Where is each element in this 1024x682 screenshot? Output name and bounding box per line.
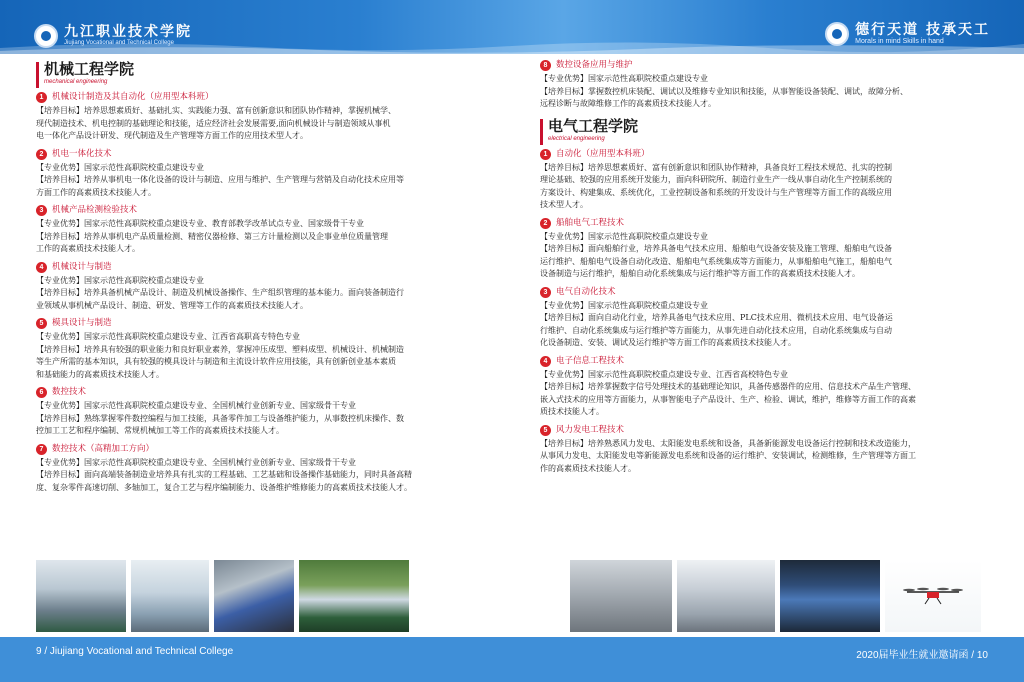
major-number-badge: 1 [36, 92, 47, 103]
major-text-line: 理论基础、较强的应用系统开发能力，面向科研院所、制造行业生产一线从事自动化生产控制系统的 [540, 175, 892, 184]
dept-title-electrical [540, 117, 990, 143]
major-text-line: 远程诊断与故障维修工作的高素质技术技能人才。 [540, 99, 716, 108]
major-name: 数控技术（高精加工方向） [52, 443, 155, 454]
major-name: 自动化（应用型本科班） [556, 148, 650, 159]
major-text-line: 【培养目标】面向高端装备制造业培养具有扎实的工程基础、工艺基础和设备操作基础能力，同时具备高精 [36, 470, 412, 479]
major-text-line: 【专业优势】国家示范性高职院校重点建设专业 [540, 300, 708, 310]
motto-seal-icon [825, 22, 849, 46]
motto-cn: 德行天道 技承天工 [855, 21, 990, 38]
major-number-badge: 3 [540, 287, 551, 298]
major-number-badge: 2 [540, 218, 551, 229]
college-name-en: Jiujiang Vocational and Technical College [64, 40, 174, 46]
major-number-badge: 8 [540, 60, 551, 71]
dept-title-mechanical [36, 60, 486, 86]
drone-icon [903, 586, 963, 606]
major-text-line: 【培养目标】培养思想素质好、基础扎实、实践能力强、富有创新意识和团队协作精神，掌握机械学、 [36, 106, 396, 115]
major-name: 数控技术 [52, 387, 87, 397]
major-text-line: 方面工作的高素质技术技能人才。 [36, 187, 156, 197]
major-number-badge: 7 [36, 444, 47, 455]
major-text-line: 【专业优势】国家示范性高职院校重点建设专业、教育部教学改革试点专业、国家级骨干专业 [36, 219, 364, 228]
major-text-line: 等生产所需的基本知识，具有较强的模具设计与制造和主流设计软件应用技能，具有创新创业基本素质 [36, 357, 396, 366]
major-text-line: 化设备制造、安装、调试及运行维护等方面工作的高素质技术技能人才。 [540, 338, 796, 347]
ship-control-room-photo [780, 560, 880, 632]
dept-name-en: electrical engineering [548, 135, 605, 142]
major-text-line: 现代制造技术、机电控制的基础理论和技能，适应经济社会发展需要,面向机械设计与制造领域从事机 [36, 118, 391, 128]
major-name: 机械设计与制造 [52, 261, 112, 272]
major-name: 电子信息工程技术 [556, 355, 625, 366]
major-item [540, 149, 990, 212]
major-text-line: 【培养目标】培养具有较强的职业能力和良好职业素养，掌握冲压成型、塑料成型、机械设计、机械制造 [36, 344, 404, 354]
major-item [36, 149, 486, 200]
major-text-line: 【培养目标】面向船舶行业，培养具备电气技术应用、船舶电气设备安装及施工管理、船舶电气设备 [540, 244, 892, 253]
workshop-photo [36, 560, 126, 632]
major-name: 电气自动化技术 [556, 286, 616, 297]
major-item [540, 287, 990, 350]
photo-strip-left [36, 560, 409, 632]
major-text-line: 【专业优势】国家示范性高职院校重点建设专业、全国机械行业创新专业、国家级骨干专业 [36, 401, 356, 410]
major-item [540, 425, 990, 476]
major-text-line: 【培养目标】培养具备机械产品设计、制造及机械设备操作、生产组织管理的基本能力。面向装备制造行 [36, 288, 404, 297]
major-text-line: 行维护、自动化系统集成与运行维护等方面能力，从事先进自动化技术应用，自动化系统集成与自动 [540, 325, 892, 335]
major-text-line: 设备制造与运行维护，船舶自动化系统集成与运行维护等方面工作的高素质技术技能人才。 [540, 269, 860, 278]
major-number-badge: 5 [36, 318, 47, 329]
major-item [540, 218, 990, 281]
major-item [36, 444, 486, 495]
college-name-cn: 九江职业技术学院 [64, 24, 192, 40]
major-item [36, 318, 486, 381]
major-text-line: 方案设计、构建集成、系统优化，工业控制设备和系统的开发设计与生产管理等方面工作的高级应用 [540, 187, 892, 197]
major-text-line: 【专业优势】国家示范性高职院校重点建设专业 [36, 162, 204, 172]
major-number-badge: 4 [36, 262, 47, 273]
college-seal-icon [34, 24, 58, 48]
motto-en: Morals in mind Skills in hand [855, 37, 944, 45]
major-text-line: 【专业优势】国家示范性高职院校重点建设专业 [36, 275, 204, 285]
college-logo [34, 24, 192, 48]
major-text-line: 【专业优势】国家示范性高职院校重点建设专业 [540, 231, 708, 241]
major-text-line: 电一体化产品设计研发、现代制造及生产管理等方面工作的应用技术型人才。 [36, 131, 308, 140]
major-text-line: 【专业优势】国家示范性高职院校重点建设专业、江西省高校特色专业 [540, 369, 788, 379]
major-name: 机电一体化技术 [52, 148, 112, 159]
major-item [36, 262, 486, 313]
right-column [540, 60, 990, 481]
major-text-line: 【专业优势】国家示范性高职院校重点建设专业 [540, 74, 708, 83]
major-number-badge: 4 [540, 356, 551, 367]
dept-name-en: mechanical engineering [44, 79, 108, 85]
dept-name-cn: 电气工程学院 [548, 116, 639, 135]
major-name: 数控设备应用与维护 [556, 60, 633, 70]
major-text-line: 嵌入式技术的应用等方面能力，从事智能电子产品设计、生产、检验、调试，维护，维修等方面工作的高素 [540, 394, 916, 404]
major-text-line: 控加工工艺和程序编制、常规机械加工等工作的高素质技术技能人才。 [36, 426, 284, 435]
major-item [36, 387, 486, 438]
major-text-line: 从事风力发电、太阳能发电等新能源发电系统和设备的运行维护、安装调试，检测维修，生产管理等方面工 [540, 451, 916, 460]
dept-name-cn: 机械工程学院 [44, 60, 135, 78]
major-text-line: 【培养目标】熟练掌握零件数控编程与加工技能，具备零件加工与设备维护能力，从事数控机床操作、数 [36, 413, 404, 423]
page-header [0, 0, 1024, 54]
major-text-line: 【专业优势】国家示范性高职院校重点建设专业、江西省高职高专特色专业 [36, 332, 300, 341]
major-text-line: 技术型人才。 [540, 200, 588, 209]
major-text-line: 【培养目标】面向自动化行业，培养具备电气技术应用、PLC技术应用、微机技术应用、电气设备运 [540, 313, 893, 322]
major-name: 船舶电气工程技术 [556, 217, 625, 228]
major-item [36, 205, 486, 256]
major-text-line: 【专业优势】国家示范性高职院校重点建设专业、全国机械行业创新专业、国家级骨干专业 [36, 457, 356, 467]
major-text-line: 工作的高素质技术技能人才。 [36, 244, 140, 253]
major-text-line: 业领域从事机械产品设计、制造、研发、管理等工作的高素质技术技能人才。 [36, 300, 308, 310]
major-number-badge: 1 [540, 149, 551, 160]
robot-arm-photo [214, 560, 294, 632]
major-number-badge: 3 [36, 205, 47, 216]
major-name: 机械设计制造及其自动化（应用型本科班） [52, 92, 214, 102]
major-text-line: 作的高素质技术技能人才。 [540, 463, 636, 473]
college-motto [825, 22, 990, 46]
major-text-line: 【培养目标】培养从事机电一体化设备的设计与制造、应用与维护、生产管理与营销及自动化技术应用等 [36, 175, 404, 184]
major-item [36, 92, 486, 143]
major-text-line: 【培养目标】培养从事机电产品质量检测、精密仪器检修、第三方计量检测以及企事业单位质量管理 [36, 231, 388, 241]
major-item [540, 356, 990, 419]
electrical-lab-photo [570, 560, 672, 632]
drone-photo [885, 560, 981, 632]
page-footer [0, 637, 1024, 682]
major-number-badge: 2 [36, 149, 47, 160]
group-photo [299, 560, 409, 632]
major-text-line: 度、复杂零件高速切削、多轴加工，复合工艺与程序编制能力、设备维护维修能力的高素质技术技能人才。 [36, 482, 412, 492]
major-text-line: 【培养目标】培养掌握数字信号处理技术的基础理论知识，具备传感器件的应用、信息技术产品生产管理、 [540, 382, 916, 391]
automation-equipment-photo [677, 560, 775, 632]
major-text-line: 【培养目标】培养熟悉风力发电、太阳能发电系统和设备，具备新能源发电设备运行控制和技术改造能力， [540, 438, 916, 448]
left-column [36, 60, 486, 500]
major-name: 模具设计与制造 [52, 318, 112, 328]
major-text-line: 【培养目标】培养思想素质好、富有创新意识和团队协作精神，具备良好工程技术规范、扎实的控制 [540, 162, 892, 172]
major-text-line: 和基础能力的高素质技术技能人才。 [36, 369, 164, 379]
major-text-line: 【培养目标】掌握数控机床装配、调试以及维修专业知识和技能，从事智能设备装配、调试，故障分析、 [540, 86, 908, 96]
major-text-line: 质技术技能人才。 [540, 407, 604, 416]
photo-strip-right [570, 560, 981, 632]
major-number-badge: 5 [540, 425, 551, 436]
cnc-lab-photo [131, 560, 209, 632]
major-number-badge: 6 [36, 387, 47, 398]
major-text-line: 运行维护、船舶电气设备自动化改造、船舶电气系统集成等方面能力，从事船舶电气施工，船舶电气 [540, 256, 892, 266]
major-name: 机械产品检测检验技术 [52, 205, 138, 215]
major-item [540, 60, 990, 111]
footer-page-right: 2020届毕业生就业邀请函 / 10 [856, 650, 988, 661]
footer-page-left: 9 / Jiujiang Vocational and Technical College [36, 646, 234, 657]
major-name: 风力发电工程技术 [556, 424, 625, 435]
